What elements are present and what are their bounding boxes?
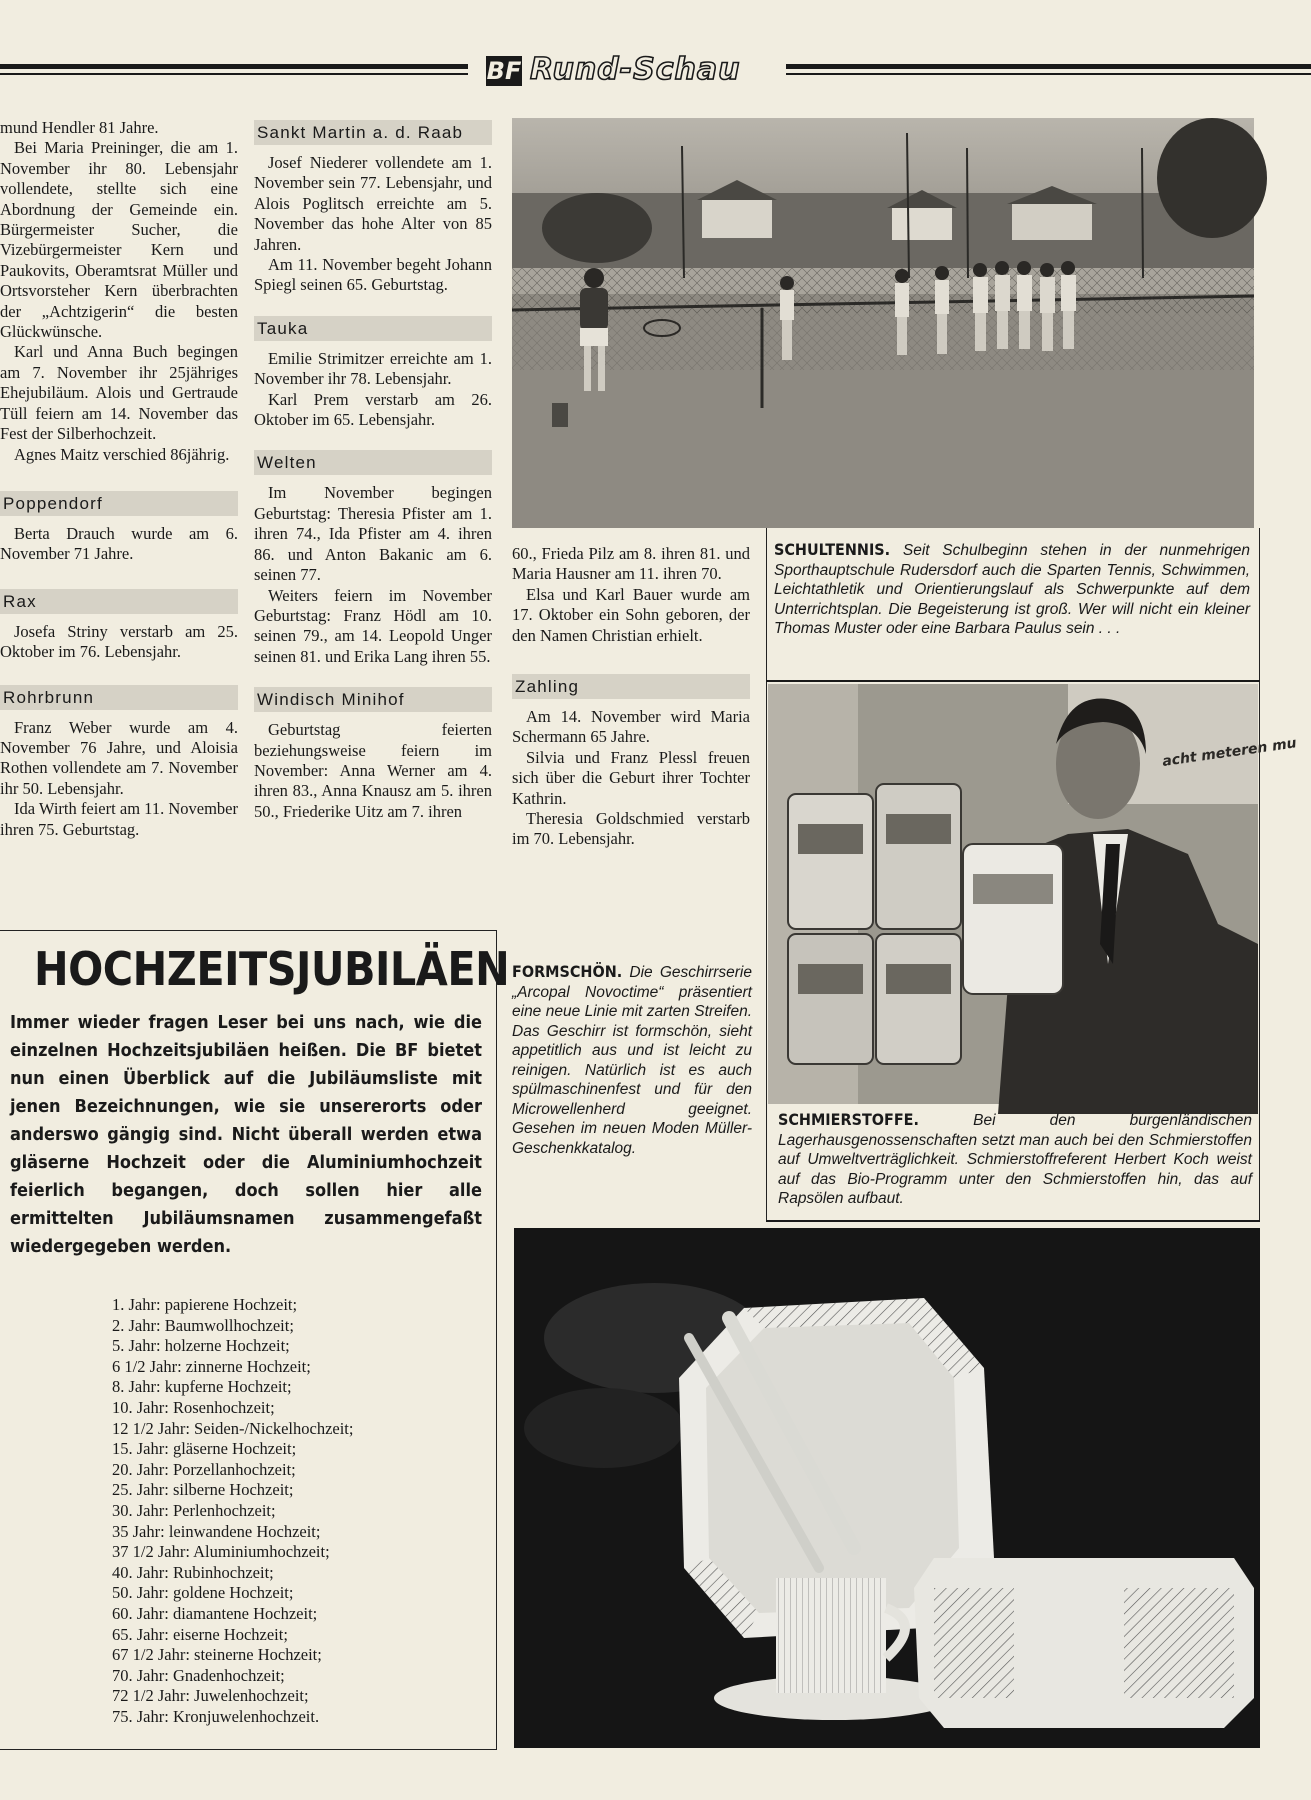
caption-title: SCHULTENNIS. <box>774 540 891 559</box>
list-item: 72 1/2 Jahr: Juwelenhochzeit; <box>112 1686 309 1706</box>
list-item: 70. Jahr: Gnadenhochzeit; <box>112 1665 285 1685</box>
caption-formschoen <box>512 962 752 1158</box>
article-text: mund Hendler 81 Jahre. <box>0 118 159 137</box>
article-text: Bei Maria Preininger, die am 1. November ihr 80. Lebensjahr vollendete, stellte sich eine Abordnung der Gemeinde ein. Bürgermeister Sucher, die Vizebürgermeister Kern und Paukovits, Oberamtsrat Müller und Ortsvorsteher Kern überbrachten der „Achtzigerin“ die besten Glückwünsche. <box>0 138 238 342</box>
article-text: Emilie Strimitzer erreichte am 1. November ihr 78. Lebensjahr. <box>254 348 492 389</box>
masthead-rule-left <box>0 64 468 69</box>
list-item: 30. Jahr: Perlenhochzeit; <box>112 1500 276 1520</box>
caption-title: FORMSCHÖN. <box>512 962 623 981</box>
article-text: Karl Prem verstarb am 26. Oktober im 65. Lebensjahr. <box>254 389 492 430</box>
list-item: 2. Jahr: Baumwollhochzeit; <box>112 1315 294 1335</box>
list-item: 60. Jahr: diamantene Hochzeit; <box>112 1603 318 1623</box>
list-item: 20. Jahr: Porzellanhochzeit; <box>112 1459 296 1479</box>
section-heading-zahling: Zahling <box>512 674 750 699</box>
section-heading-poppendorf: Poppendorf <box>0 491 238 516</box>
article-text: Franz Weber wurde am 4. November 76 Jahre, und Aloisia Rothen vollendete am 7. November ihr 50. Lebensjahr. <box>0 717 238 798</box>
column-2 <box>254 110 492 822</box>
list-item: 12 1/2 Jahr: Seiden-/Nickelhochzeit; <box>112 1418 354 1438</box>
list-item: 75. Jahr: Kronjuwelenhochzeit. <box>112 1706 320 1726</box>
list-item: 8. Jahr: kupferne Hochzeit; <box>112 1377 292 1397</box>
caption-text: Seit Schulbeginn stehen in der nunmehrigen Sporthauptschule Rudersdorf auch die Sparten Tennis, Schwimmen, Leichtathletik und Orientierungslauf als Schwerpunkte auf dem Unterrichtsplan. Die Begeisterung ist groß. Wer will nicht ein kleiner Thomas Muster oder eine Barbara Paulus sein . . . <box>774 542 1250 637</box>
photo-dishes <box>514 1228 1260 1748</box>
list-item: 6 1/2 Jahr: zinnerne Hochzeit; <box>112 1356 311 1376</box>
article-text: Elsa und Karl Bauer wurde am 17. Oktober ein Sohn geboren, der den Namen Christian erhielt. <box>512 584 750 645</box>
box-lead-text: Immer wieder fragen Leser bei uns nach, wie die einzelnen Hochzeitsjubiläen heißen. Die BF bietet nun einen Überblick auf die Jubiläumsliste mit jenen Bezeichnungen, wie sie unsererorts oder anderswo gängig sind. Nicht überall werden etwa gläserne Hochzeit oder die Aluminiumhochzeit feierlich begangen, doch sollen hier alle ermittelten Jubiläumsnamen zusammengefaßt wiedergegeben werden. <box>10 1012 482 1257</box>
photo-banner-text: acht meteren mu <box>1161 735 1298 770</box>
section-heading-rax: Rax <box>0 589 238 614</box>
list-item: 1. Jahr: papierene Hochzeit; <box>112 1295 298 1314</box>
masthead-logo-title: Rund-Schau <box>530 52 741 87</box>
article-text: Josefa Striny verstarb am 25. Oktober im 76. Lebensjahr. <box>0 621 238 662</box>
masthead-rule-right-thin <box>786 73 1311 75</box>
article-text: 60., Frieda Pilz am 8. ihren 81. und Maria Hausner am 11. ihren 70. <box>512 544 750 584</box>
photo-school-tennis <box>512 118 1254 528</box>
list-item: 65. Jahr: eiserne Hochzeit; <box>112 1624 288 1644</box>
article-text: Im November begingen Geburtstag: Theresia Pfister am 1. ihren 74., Ida Pfister am 4. ihren 86. und Anton Bakanic am 6. seinen 77. <box>254 483 492 585</box>
caption-title: SCHMIERSTOFFE. <box>778 1110 919 1129</box>
masthead-rule-left-thin <box>0 73 468 75</box>
list-item: 15. Jahr: gläserne Hochzeit; <box>112 1439 297 1459</box>
list-item: 37 1/2 Jahr: Aluminiumhochzeit; <box>112 1542 330 1562</box>
list-item: 10. Jahr: Rosenhochzeit; <box>112 1397 275 1417</box>
list-item: 40. Jahr: Rubinhochzeit; <box>112 1562 274 1582</box>
article-text: Berta Drauch wurde am 6. November 71 Jahre. <box>0 523 238 564</box>
section-heading-welten: Welten <box>254 450 492 475</box>
masthead-logo-bf: BF <box>486 57 522 85</box>
list-item: 25. Jahr: silberne Hochzeit; <box>112 1480 294 1500</box>
section-heading-sankt-martin: Sankt Martin a. d. Raab <box>254 120 492 145</box>
article-text: Geburtstag feierten beziehungsweise feiern im November: Anna Werner am 4. ihren 83., Anna Knausz am 5. ihren 50., Friederike Uitz am 7. ihren <box>254 720 492 821</box>
article-text: Am 11. November begeht Johann Spiegl seinen 65. Geburtstag. <box>254 255 492 295</box>
article-text: Ida Wirth feiert am 11. November ihren 75. Geburtstag. <box>0 799 238 839</box>
masthead-rule-right <box>786 64 1311 69</box>
caption-text: Die Geschirrserie „Arcopal Novoctime“ präsentiert eine neue Linie mit zarten Streifen. Das Geschirr ist formschön, sieht appetitlich aus und ist leicht zu reinigen. Natürlich ist es auch spülmaschinenfest und für den Microwellenherd geeignet. Gesehen im neuen Moden Müller-Geschenkkatalog. <box>512 964 752 1157</box>
section-heading-tauka: Tauka <box>254 316 492 341</box>
article-text: Silvia und Franz Plessl freuen sich über die Geburt ihrer Tochter Kathrin. <box>512 747 750 808</box>
photo-man-with-canisters <box>768 684 1298 1104</box>
hochzeitsjubilaeen-box <box>0 930 510 1750</box>
photo-herbert-koch <box>768 684 1298 1104</box>
article-text: Karl und Anna Buch begingen am 7. November ihr 25jähriges Ehejubiläum. Alois und Gertraude Tüll feiern am 14. November das Fest der Silberhochzeit. <box>0 342 238 444</box>
section-heading-windisch-minihof: Windisch Minihof <box>254 687 492 712</box>
column-1 <box>0 118 238 840</box>
article-text: Agnes Maitz verschied 86jährig. <box>14 444 230 464</box>
jubilee-list <box>110 1295 490 1727</box>
photo-arcopal-tableware <box>514 1228 1260 1748</box>
article-text: Weiters feiern im November Geburtstag: Franz Hödl am 10. seinen 79., am 14. Leopold Unger seinen 81. und Erika Lang ihren 55. <box>254 585 492 666</box>
list-item: 5. Jahr: holzerne Hochzeit; <box>112 1336 290 1356</box>
article-text: Theresia Goldschmied verstarb im 70. Lebensjahr. <box>512 809 750 849</box>
caption-schmierstoffe <box>778 1110 1252 1209</box>
list-item: 67 1/2 Jahr: steinerne Hochzeit; <box>112 1645 322 1665</box>
article-text: Am 14. November wird Maria Schermann 65 Jahre. <box>512 707 750 747</box>
box-title: HOCHZEITSJUBILÄEN <box>34 942 510 996</box>
column-3 <box>512 544 750 850</box>
masthead <box>0 52 1311 88</box>
section-heading-rohrbrunn: Rohrbrunn <box>0 685 238 710</box>
divider-line <box>766 680 1260 682</box>
photo-tennis-scene <box>512 118 1254 528</box>
article-text: Josef Niederer vollendete am 1. November sein 77. Lebensjahr, und Alois Poglitsch erreichte am 5. November das hohe Alter von 85 Jahren. <box>254 153 492 254</box>
list-item: 50. Jahr: goldene Hochzeit; <box>112 1583 294 1603</box>
divider-line <box>766 1220 1260 1222</box>
list-item: 35 Jahr: leinwandene Hochzeit; <box>112 1521 321 1541</box>
caption-text: Bei den burgenländischen Lagerhausgenossenschaften setzt man auch bei den Schmierstoffen auf Umweltverträglichkeit. Schmierstoffreferent Herbert Koch weist auf das Bio-Programm unter den Schmierstoffen hin, das auf Rapsölen aufbaut. <box>778 1112 1252 1207</box>
